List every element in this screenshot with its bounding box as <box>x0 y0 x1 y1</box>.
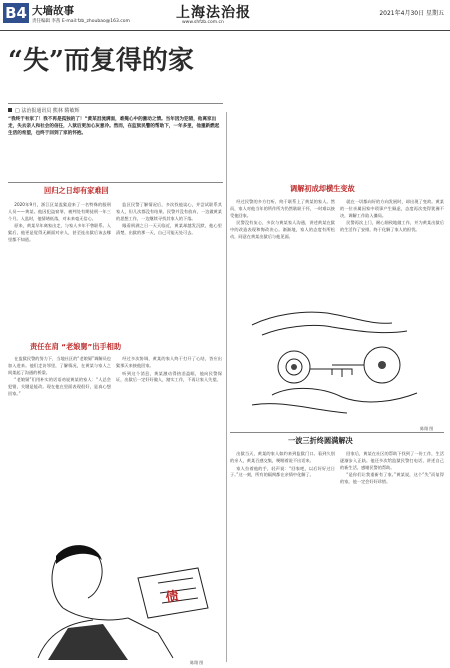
paragraph: 民警再次上门，耐心细致地做工作，并为黄某出狱后的生活作了安排，终于化解了家人的担忧。 <box>340 220 444 233</box>
paragraph: 经过多次协调，黄某的家人终于打开了心结，答应出狱那天来接他回家。 <box>116 356 222 368</box>
paragraph: 监区民警了解情况后，多次找他谈心，并尝试联系其家人，但几次都没有结果。民警并没有放弃，一边做黄某的思想工作，一边继续寻找其家人的下落。 <box>116 202 222 221</box>
paragraph: 民警没有灰心，多次与黄某家人沟通，讲述黄某在狱中的改造表现和悔改决心。渐渐地，家人的态度有所松动，同意在黄某出狱后与他见面。 <box>230 220 335 239</box>
paragraph: 听到这个消息，黄某激动得热泪盈眶，他向民警保证，出狱后一定好好做人，踏实工作，不再让家人失望。 <box>116 370 222 383</box>
paragraph: 家人拉着他的手，轻声说：“回家吧，以后好好过日子。”这一刻，所有的隔阂都在亲情中化解了。 <box>230 465 335 478</box>
paragraph: 2020年9月，浙江区某监狱迎来了一名特殊的服刑人员——黄某。他因犯盗窃罪，被判处有期徒刑一年三个月。入监时，他情绪低落，对未来毫无信心。 <box>8 202 111 221</box>
section-title-1: 回归之日却有家难回 <box>44 186 109 195</box>
paper-url: www.shfzb.com.cn <box>182 20 224 25</box>
illustration-keys <box>232 305 444 420</box>
section-badge: B4 <box>3 3 29 23</box>
paragraph: 经过民警的多方打听，终于联系上了黄某的家人。然而，家人对他当年的所作所为仍然耿耿于怀，一时难以接受他回家。 <box>230 199 335 218</box>
column-divider <box>226 112 227 662</box>
divider <box>230 432 444 433</box>
paragraph: 回家后，黄某在社区的帮助下找到了一份工作，生活逐渐步入正轨。他还多次给监狱民警打电话，讲述自己的新生活，感谢民警的帮助。 <box>340 451 444 470</box>
intro-paragraph: “我终于有家了！我不再是孤独的了！”黄某泪流满面，难掩心中的激动之情。当年因为犯错，他离家出走，失去亲人和社会的信任，入狱后更加心灰意冷。然而，在监狱民警的帮助下，一年多里，他重新燃起生活的希望，也终于回到了家的怀抱。 <box>8 117 220 136</box>
section-title: 大墙故事 <box>32 5 74 17</box>
column-4a <box>230 451 335 661</box>
paragraph: “是你们让我重新有了家。”黄某说，这个“失”而复得的家，他一定会好好珍惜。 <box>340 472 444 485</box>
section-title-2: 调解初成却横生变故 <box>290 184 355 193</box>
divider <box>8 182 223 183</box>
paragraph: 在监狱民警的努力下，当地社区的“老娘舅”调解员也加入进来。他们走访邻里，了解情况，在黄某与家人之间架起了沟通的桥梁。 <box>8 356 111 375</box>
illustration-woman <box>8 538 223 660</box>
paragraph: 就在一切都向好的方向发展时，却出现了变故。黄某的一位亲属因家中琐事产生顾虑，态度再次变得犹豫不决，调解工作陷入僵局。 <box>340 199 444 218</box>
column-3b <box>116 356 222 531</box>
issue-date: 2021年4月30日 星期五 <box>379 10 444 17</box>
paragraph: 出狱当天，黄某的家人如约来到监狱门口。看到久别的亲人，黄某百感交集，哽咽着说不出话来。 <box>230 451 335 463</box>
image-caption: 陈翔 图 <box>190 660 204 665</box>
paragraph: 原来，黄某早年离家出走，与家人多年不曾联系。入狱后，他更是觉得无颜面对亲人，甚至连出狱后该去哪里都不知道。 <box>8 223 111 242</box>
woman-sketch <box>8 538 223 660</box>
byline: □ 法治报通讯员 熊林 隋敏辉 <box>8 107 80 114</box>
column-1b <box>116 202 222 338</box>
section-title-4: 一波三折终圆满解决 <box>288 436 353 445</box>
column-2a <box>230 199 335 307</box>
column-4b <box>340 451 444 661</box>
masthead <box>0 0 450 31</box>
paragraph: 眼看刑满之日一天天临近，黄某却越发沉默，他心里清楚，出狱的那一天，自己可能无处可去。 <box>116 223 222 236</box>
paper-name: 上海法治报 <box>176 5 251 21</box>
editor-line: 责任编辑 李茜 E-mail:fzb_zhoubao@163.com <box>32 19 130 24</box>
headline: “失”而复得的家 <box>8 46 194 76</box>
column-2b <box>340 199 444 307</box>
paragraph: “老娘舅”们用朴实的话语劝说黄某的家人：“人总会犯错，关键是能改。现在他在里面表现很好，是真心想回家。” <box>8 377 111 396</box>
section-title-3: 责任在肩 “老娘舅”出手相助 <box>30 342 122 351</box>
divider <box>8 103 223 104</box>
column-1a <box>8 202 111 338</box>
column-3a <box>8 356 111 536</box>
paper-character-glyph: 债 <box>164 588 181 606</box>
image-caption: 陈翔 图 <box>420 426 434 431</box>
keys-sketch <box>232 305 444 420</box>
